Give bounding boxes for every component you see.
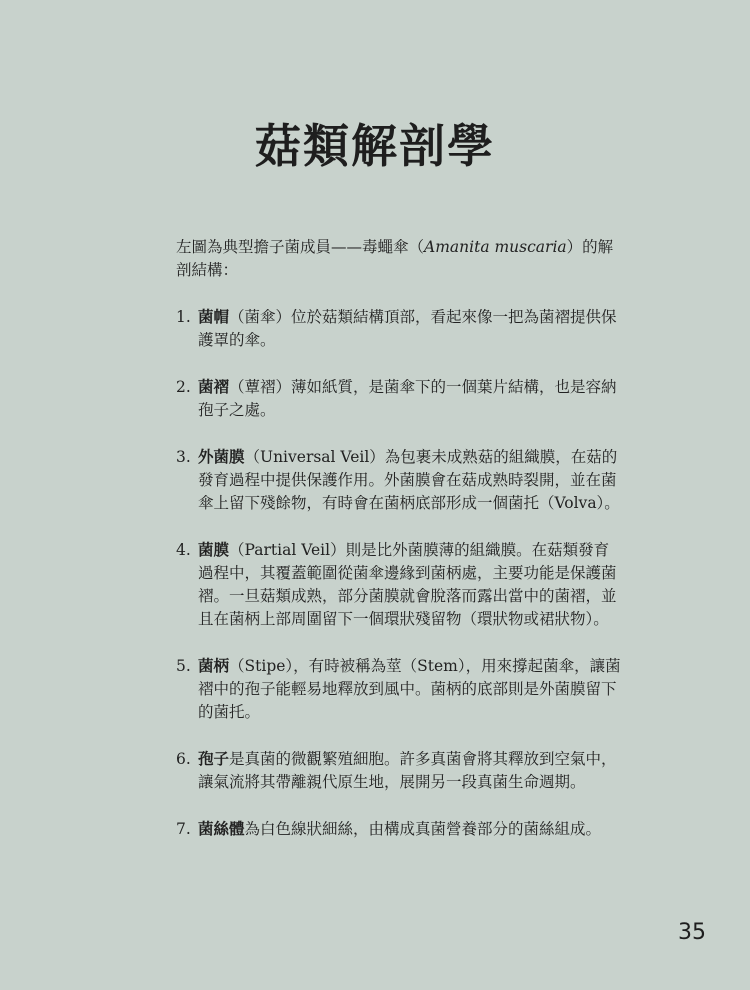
item-term: 菌膜 [198, 541, 230, 559]
item-term: 菌絲體 [198, 820, 245, 838]
item-term: 菌褶 [198, 378, 230, 396]
item-term: 孢子 [198, 750, 230, 768]
item-number: 4. [176, 541, 191, 559]
item-text: （蕈褶）薄如紙質，是菌傘下的一個葉片結構，也是容納孢子之處。 [198, 378, 617, 419]
item-text: （Stipe），有時被稱為莖（Stem），用來撐起菌傘，讓菌褶中的孢子能輕易地釋放到風中。菌柄的底部則是外菌膜留下的菌托。 [198, 657, 621, 721]
anatomy-list [176, 306, 622, 841]
list-item [176, 818, 622, 841]
page-title: 菇類解剖學 [255, 119, 495, 173]
item-term: 菌帽 [198, 308, 230, 326]
item-text: （菌傘）位於菇類結構頂部，看起來像一把為菌褶提供保護罩的傘。 [198, 308, 617, 349]
item-number: 1. [176, 308, 191, 326]
body-content [176, 236, 622, 865]
page-number: 35 [678, 920, 706, 945]
item-text: 是真菌的微觀繁殖細胞。許多真菌會將其釋放到空氣中，讓氣流將其帶離親代原生地，展開另一段真菌生命週期。 [198, 750, 617, 791]
intro-latin-name: Amanita muscaria [424, 238, 567, 256]
item-number: 2. [176, 378, 191, 396]
intro-text-after: ）的解剖結構： [176, 238, 614, 279]
item-text: （Universal Veil）為包裹未成熟菇的組織膜，在菇的發育過程中提供保護作用。外菌膜會在菇成熟時裂開，並在菌傘上留下殘餘物，有時會在菌柄底部形成一個菌托（Volva）。 [198, 448, 620, 512]
item-text: 為白色線狀細絲，由構成真菌營養部分的菌絲組成。 [244, 820, 602, 838]
list-item [176, 446, 622, 515]
item-text: （Partial Veil）則是比外菌膜薄的組織膜。在菇類發育過程中，其覆蓋範圍從菌傘邊緣到菌柄處，主要功能是保護菌褶。一旦菇類成熟，部分菌膜就會脫落而露出當中的菌褶，並且在菌柄上部周圍留下一個環狀殘留物（環狀物或裙狀物）。 [198, 541, 617, 628]
item-term: 菌柄 [198, 657, 230, 675]
item-number: 5. [176, 657, 191, 675]
list-item [176, 655, 622, 724]
item-number: 6. [176, 750, 191, 768]
item-number: 7. [176, 820, 191, 838]
list-item [176, 748, 622, 794]
intro-text-before: 左圖為典型擔子菌成員——毒蠅傘（ [176, 238, 425, 256]
list-item [176, 376, 622, 422]
list-item [176, 539, 622, 631]
item-number: 3. [176, 448, 191, 466]
intro-paragraph [176, 236, 622, 282]
item-term: 外菌膜 [198, 448, 245, 466]
list-item [176, 306, 622, 352]
